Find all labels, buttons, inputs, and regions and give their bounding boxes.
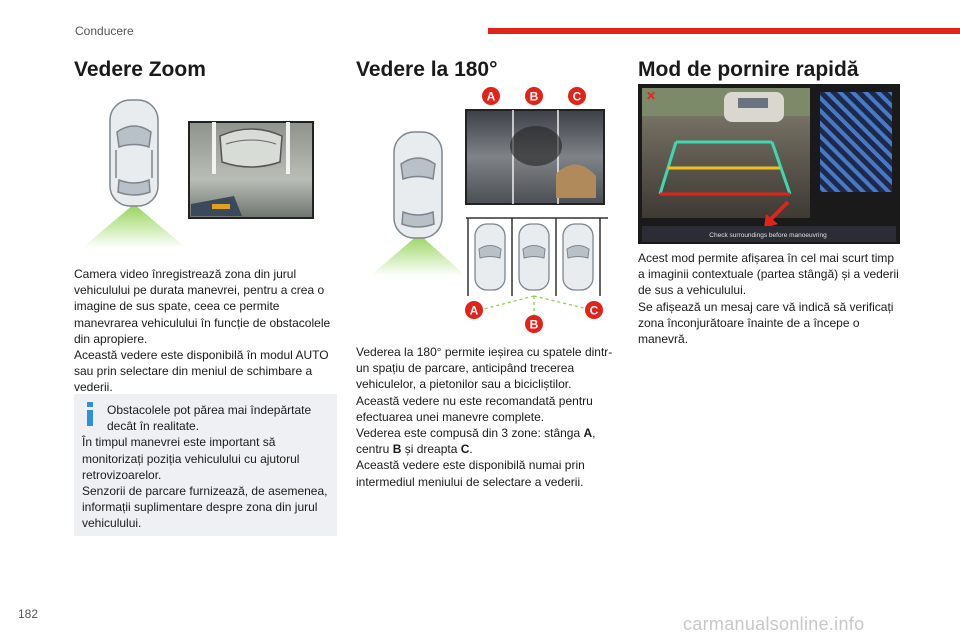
zone-c-label: C <box>572 89 582 104</box>
zone-b-label: B <box>529 89 539 104</box>
zone-a-ref: A <box>583 426 593 441</box>
zone-a-label: A <box>486 89 496 104</box>
info-line: În timpul manevrei este important să monitorizați poziția vehiculului cu ajutorul retrovizoarelor. <box>82 435 300 482</box>
paragraph: Această vedere este disponibilă numai prin intermediul meniului de selectare a vederii. <box>356 458 585 489</box>
info-box <box>74 394 337 536</box>
zone-badge-c-bottom <box>585 301 603 319</box>
quick-start-screen <box>638 84 900 244</box>
zone-c-label: C <box>589 303 599 318</box>
car-top-view-icon <box>110 100 158 206</box>
paragraph: Această vedere nu este recomandată pentru efectuarea unei manevre complete. <box>356 393 593 424</box>
screen-message: Check surroundings before manoeuvring <box>709 232 827 239</box>
paragraph: Acest mod permite afișarea în cel mai scurt timp a imaginii contextuale (partea stângă) și a vederii de sus a vehiculului. <box>638 251 899 298</box>
field-of-view-lines <box>480 296 592 316</box>
paragraph: Camera video înregistrează zona din jurul vehiculului pe durata manevrei, pentru a crea o imagine de sus spate, ceea ce permite manevrarea vehiculului în funcție de obstacolele din apropiere. <box>74 267 331 346</box>
page-number: 182 <box>18 607 39 621</box>
rear-camera-image <box>642 88 810 218</box>
zoom-view-heading: Vedere Zoom <box>74 58 206 81</box>
close-icon: ✕ <box>646 89 657 103</box>
info-line: Senzorii de parcare furnizează, de asemenea, informații suplimentare despre zona din jurul vehiculului. <box>82 484 328 531</box>
zone-b-label: B <box>529 317 539 332</box>
zoom-camera-image <box>189 122 313 218</box>
top-view-placeholder <box>820 92 892 192</box>
header-accent-bar <box>488 28 960 34</box>
zone-badge-a-bottom <box>465 301 483 319</box>
watermark: carmanualsonline.info <box>683 614 865 634</box>
paragraph: Vederea la 180° permite ieșirea cu spatele dintr-un spațiu de parcare, anticipând trecerea vehiculelor, a pietonilor sau a bicicliștilor. <box>356 345 613 392</box>
zone-badge-a-top <box>482 87 500 105</box>
zoom-view-illustration <box>74 92 334 252</box>
paragraph: Vederea este compusă din 3 zone: stânga A, centru B și dreapta C. <box>356 426 596 457</box>
view-180-illustration <box>356 84 618 338</box>
camera-zone-cone <box>82 204 186 248</box>
quick-start-heading: Mod de pornire rapidă <box>638 58 859 81</box>
zone-badge-b-bottom <box>525 315 543 333</box>
zone-badge-b-top <box>525 87 543 105</box>
zoom-view-text <box>74 266 337 396</box>
camera-180-image <box>466 110 604 204</box>
zone-badge-c-top <box>568 87 586 105</box>
car-top-view-icon <box>394 132 442 238</box>
zone-b-ref: B <box>392 442 402 457</box>
section-title: Conducere <box>75 24 134 38</box>
zone-a-label: A <box>469 303 479 318</box>
quick-start-text <box>638 250 902 347</box>
view-180-text <box>356 344 616 490</box>
zone-c-ref: C <box>460 442 470 457</box>
view-180-heading: Vedere la 180° <box>356 58 498 81</box>
paragraph: Se afișează un mesaj care vă indică să verificați zona înconjurătoare înainte de a începe o manevră. <box>638 299 894 347</box>
info-line: Obstacolele pot părea mai îndepărtate decât în realitate. <box>107 403 312 434</box>
camera-zone-cone <box>370 234 466 276</box>
paragraph: Această vedere este disponibilă în modul AUTO sau prin selectare din meniul de schimbare a vederii. <box>74 348 329 395</box>
